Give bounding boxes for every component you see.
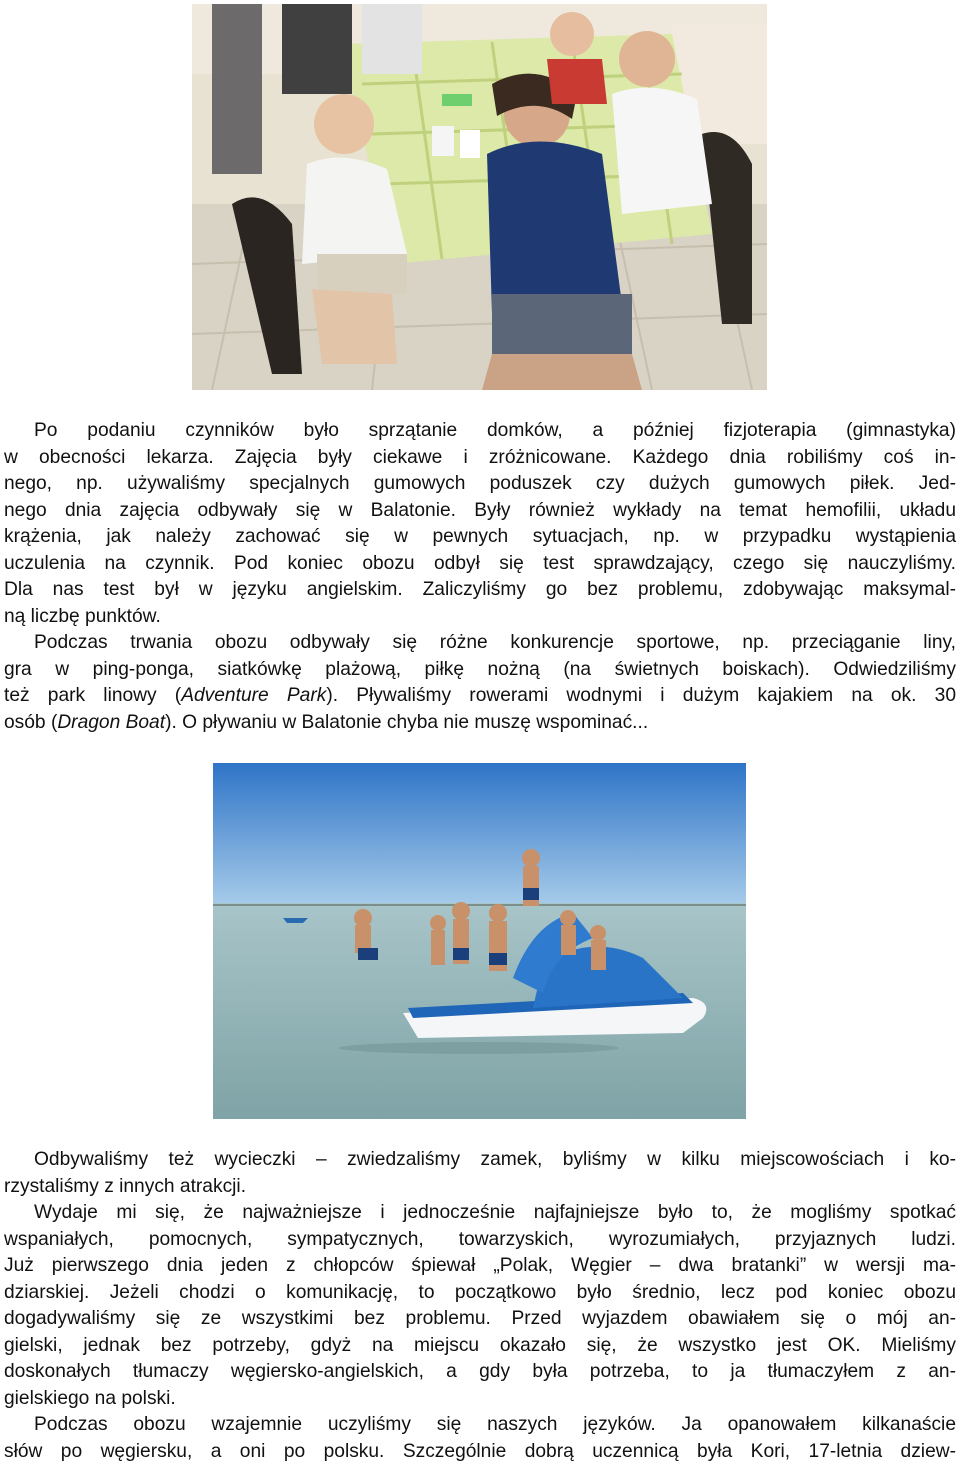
text-run: też park linowy ( (4, 685, 182, 706)
paragraph (4, 418, 956, 630)
text-line: nego dnia zajęcia odbywały się w Balatonie. Były również wykłady na temat hemofilii, układu (4, 499, 956, 521)
photo-lake-pedal-boat (213, 763, 746, 1119)
text-line: słów po węgiersku, a oni po polsku. Szczególnie dobrą uczennicą była Kori, 17-letnia dziew- (4, 1440, 956, 1462)
text-line: Podczas trwania obozu odbywały się różne konkurencje sportowe, np. przeciąganie liny, (34, 632, 956, 653)
text-run-italic: Adventure Park (181, 685, 327, 706)
text-run-italic: Dragon Boat (57, 711, 166, 733)
paragraph (4, 630, 956, 736)
text-line: rzystaliśmy z innych atrakcji. (4, 1175, 247, 1197)
text-line: Podczas obozu wzajemnie uczyliśmy się naszych języków. Ja opanowałem kilkanaście (34, 1414, 956, 1435)
text-line: Odbywaliśmy też wycieczki – zwiedzaliśmy zamek, byliśmy w kilku miejscowościach i ko- (34, 1149, 956, 1170)
text-line: Wydaje mi się, że najważniejsze i jednocześnie najfajniejsze było to, że mogliśmy spotkać (34, 1202, 956, 1223)
article-text-block-2 (4, 1147, 956, 1465)
text-line: ną liczbę punktów. (4, 605, 161, 627)
text-line: dziarskiej. Jeżeli chodzi o komunikację, to początkowo było średnio, lecz pod koniec obozu (4, 1281, 956, 1303)
text-line: Już pierwszego dnia jeden z chłopców śpiewał „Polak, Węgier – dwa bratanki” w wersji ma- (4, 1255, 956, 1276)
paragraph (4, 1147, 956, 1200)
text-line: krążenia, jak należy zachować się w pewnych sytuacjach, np. w przypadku wystąpienia (4, 526, 956, 547)
text-line: wspaniałych, pomocnych, sympatycznych, towarzyskich, wyrozumiałych, przyjaznych ludzi. (4, 1228, 956, 1250)
paragraph (4, 1412, 956, 1465)
photo-classroom-illustration (192, 4, 767, 390)
photo-lake-illustration (213, 763, 746, 1119)
text-line-mixed (4, 710, 956, 737)
text-line: Po podaniu czynników było sprzątanie domków, a później fizjoterapia (gimnastyka) (34, 420, 956, 441)
text-line: dogadywaliśmy się ze wszystkimi bez problemu. Przed wyjazdem obawiałem się o mój an- (4, 1308, 956, 1329)
text-run: ). Pływaliśmy rowerami wodnymi i dużym kajakiem na ok. 30 (326, 685, 957, 706)
text-line: doskonałych tłumaczy węgiersko-angielskich, a gdy była potrzeba, to ja tłumaczyłem z an- (4, 1361, 956, 1382)
text-line-mixed (4, 683, 956, 710)
article-text-block-1 (4, 418, 956, 736)
paragraph (4, 1200, 956, 1412)
text-line: uczulenia na czynnik. Pod koniec obozu odbył się test sprawdzający, czego się nauczyliśmy. (4, 552, 956, 574)
text-line: gielski, jednak bez potrzeby, gdyż na miejscu okazało się, że wszystko jest OK. Mieliśmy (4, 1334, 956, 1356)
text-line: w obecności lekarza. Zajęcia były ciekawe i zróżnicowane. Każdego dnia robiliśmy coś in- (4, 446, 956, 468)
text-line: gra w ping-ponga, siatkówkę plażową, piłkę nożną (na świetnych boiskach). Odwiedziliśmy (4, 658, 956, 680)
text-run: osób ( (4, 711, 58, 733)
text-line: Dla nas test był w języku angielskim. Zaliczyliśmy go bez problemu, zdobywając maksymal- (4, 579, 956, 600)
text-line: gielskiego na polski. (4, 1387, 176, 1409)
photo-classroom-kids (192, 4, 767, 390)
text-run: ). O pływaniu w Balatonie chyba nie muszę wspominać... (165, 711, 649, 733)
text-line: nego, np. używaliśmy specjalnych gumowych poduszek czy dużych gumowych piłek. Jed- (4, 473, 956, 494)
